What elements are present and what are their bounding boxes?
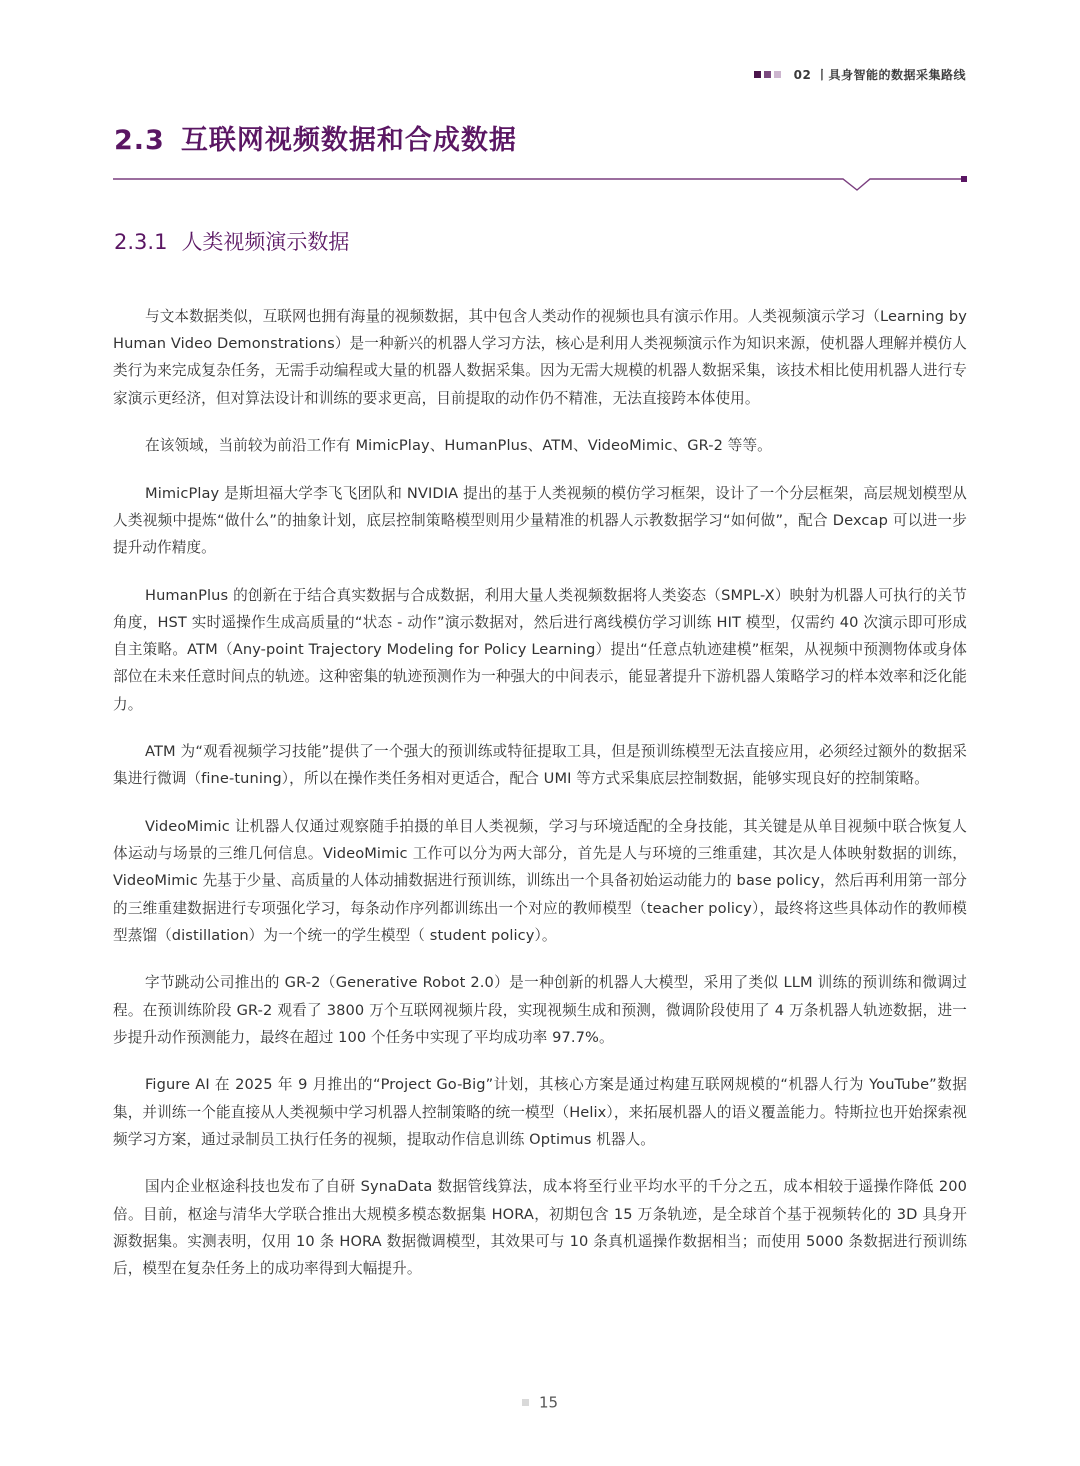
chapter-label: 02 丨具身智能的数据采集路线 [793, 68, 966, 82]
paragraph: HumanPlus 的创新在于结合真实数据与合成数据，利用大量人类视频数据将人类姿态（SMPL-X）映射为机器人可执行的关节角度，HST 实时遥操作生成高质量的“状态 - 动作”演示数据对，然后进行离线模仿学习训练 HIT 模型，仅需约 40 次演示即可形成自主策略。ATM（Any-point Trajectory Modeling for Policy Learning）提出“任意点轨迹建模”框架，从视频中预测物体或身体部位在未来任意时间点的轨迹。这种密集的轨迹预测作为一种强大的中间表示，能显著提升下游机器人策略学习的样本效率和泛化能力。 [113, 586, 967, 713]
paragraph: VideoMimic 让机器人仅通过观察随手拍摄的单目人类视频，学习与环境适配的全身技能，其关键是从单目视频中联合恢复人体运动与场景的三维几何信息。VideoMimic 工作可以分为两大部分，首先是人与环境的三维重建，其次是人体映射数据的训练，VideoMimic 先基于少量、高质量的人体动捕数据进行预训练，训练出一个具备初始运动能力的 base policy，然后再利用第一部分的三维重建数据进行专项强化学习，每条动作序列都训练出一个对应的教师模型（teacher policy），最终将这些具体动作的教师模型蒸馏（distillation）为一个统一的学生模型（ student policy）。 [113, 818, 967, 944]
paragraph: Figure AI 在 2025 年 9 月推出的“Project Go-Big”计划，其核心方案是通过构建互联网规模的“机器人行为 YouTube”数据集，并训练一个能直接从人类视频中学习机器人控制策略的统一模型（Helix），来拓展机器人的语义覆盖能力。特斯拉也开始探索视频学习方案，通过录制员工执行任务的视频，提取动作信息训练 Optimus 机器人。 [113, 1076, 967, 1148]
footer-square [522, 1399, 529, 1406]
header-square-2 [764, 71, 771, 78]
paragraph: ATM 为“观看视频学习技能”提供了一个强大的预训练或特征提取工具，但是预训练模型无法直接应用，必须经过额外的数据采集进行微调（fine-tuning），所以在操作类任务相对更适合，配合 UMI 等方式采集底层控制数据，能够实现良好的控制策略。 [113, 743, 967, 788]
page-number: 15 [538, 1393, 559, 1412]
subsection-title [114, 226, 349, 256]
body-text [113, 303, 967, 1303]
paragraph: 字节跳动公司推出的 GR-2（Generative Robot 2.0）是一种创新的机器人大模型，采用了类似 LLM 训练的预训练和微调过程。在预训练阶段 GR-2 观看了 3800 万个互联网视频片段，实现视频生成和预测，微调阶段使用了 4 万条机器人轨迹数据，进一步提升动作预测能力，最终在超过 100 个任务中实现了平均成功率 97.7%。 [113, 974, 967, 1046]
title-underline [113, 170, 969, 194]
section-title-text: 互联网视频数据和合成数据 [180, 125, 517, 156]
paragraph: 在该领域，当前较为前沿工作有 MimicPlay、HumanPlus、ATM、VideoMimic、GR-2 等等。 [145, 437, 772, 455]
paragraph: 与文本数据类似，互联网也拥有海量的视频数据，其中包含人类动作的视频也具有演示作用。人类视频演示学习（Learning by Human Video Demonstrations）是一种新兴的机器人学习方法，核心是利用人类视频演示作为知识来源，使机器人理解并模仿人类行为来完成复杂任务，无需手动编程或大量的机器人数据采集。因为无需大规模的机器人数据采集，该技术相比使用机器人进行专家演示更经济，但对算法设计和训练的要求更高，目前提取的动作仍不精准，无法直接跨本体使用。 [113, 308, 967, 407]
page-header [754, 66, 966, 83]
subsection-number: 2.3.1 [114, 230, 168, 254]
section-number: 2.3 [114, 125, 165, 156]
section-title [114, 118, 517, 157]
page-footer [0, 1392, 1080, 1412]
paragraph: 国内企业枢途科技也发布了自研 SynaData 数据管线算法，成本将至行业平均水平的千分之五，成本相较于遥操作降低 200 倍。目前，枢途与清华大学联合推出大规模多模态数据集 HORA，初期包含 15 万条轨迹，是全球首个基于视频转化的 3D 具身开源数据集。实测表明，仅用 10 条 HORA 数据微调模型，其效果可与 10 条真机遥操作数据相当；而使用 5000 条数据进行预训练后，模型在复杂任务上的成功率得到大幅提升。 [113, 1178, 967, 1278]
header-square-1 [754, 71, 761, 78]
subsection-title-text: 人类视频演示数据 [181, 230, 350, 254]
header-square-3 [774, 71, 781, 78]
paragraph: MimicPlay 是斯坦福大学李飞飞团队和 NVIDIA 提出的基于人类视频的模仿学习框架，设计了一个分层框架，高层规划模型从人类视频中提炼“做什么”的抽象计划，底层控制策略模型则用少量精准的机器人示教数据学习“如何做”，配合 Dexcap 可以进一步提升动作精度。 [113, 484, 967, 557]
